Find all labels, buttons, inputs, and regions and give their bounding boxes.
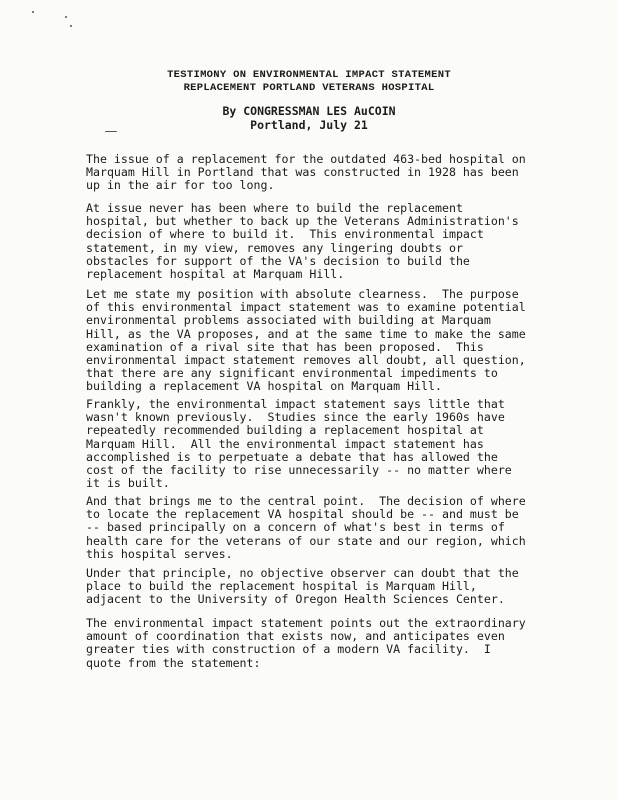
paragraph-1: The issue of a replacement for the outdated 463-bed hospital on Marquam Hill in Portland that was constructed in 1928 has been up in the air for too long.	[86, 152, 526, 193]
paragraph-4: Frankly, the environmental impact statement says little that wasn't known previously. Studies since the early 1960s have repeatedly recommended building a replacement hospital at Marquam Hill. All the environmental impact statement has accomplished is to perpetuate a debate that has allowed the cost of the facility to rise unnecessarily -- no matter where it is built.	[86, 397, 512, 491]
paragraph-2: At issue never has been where to build the replacement hospital, but whether to back up the Veterans Administration's decision of where to build it. This environmental impact statement, in my view, removes any lingering doubts or obstacles for support of the VA's decision to build the replacement hospital at Marquam Hill.	[86, 201, 519, 282]
paragraph-6: Under that principle, no objective observer can doubt that the place to build the replacement hospital is Marquam Hill, adjacent to the University of Oregon Health Sciences Center.	[86, 566, 519, 607]
paragraph-3: Let me state my position with absolute clearness. The purpose of this environmental impact statement was to examine potential environmental problems associated with building at Marquam Hill, as the VA proposes, and at the same time to make the same examination of a rival site that has been proposed. This environmental impact statement removes all doubt, all question, that there are any significant environmental impediments to building a replacement VA hospital on Marquam Hill.	[86, 287, 526, 394]
author-byline: By CONGRESSMAN LES AuCOIN	[222, 104, 396, 118]
scan-speck	[70, 25, 72, 27]
document-title-line-2: REPLACEMENT PORTLAND VETERANS HOSPITAL	[183, 82, 435, 94]
scan-speck	[65, 16, 67, 18]
place-date-line: Portland, July 21	[250, 118, 368, 132]
paragraph-5: And that brings me to the central point. The decision of where to locate the replacement VA hospital should be -- and must be -- based principally on a concern of what's best in terms of health care for the veterans of our state and our region, which this hospital serves.	[86, 494, 526, 561]
paragraph-7: The environmental impact statement points out the extraordinary amount of coordination that exists now, and anticipates even greater ties with construction of a modern VA facility. I quote from the statement:	[86, 616, 526, 670]
document-title-line-1: TESTIMONY ON ENVIRONMENTAL IMPACT STATEMENT	[167, 69, 451, 81]
scan-speck	[32, 11, 34, 13]
